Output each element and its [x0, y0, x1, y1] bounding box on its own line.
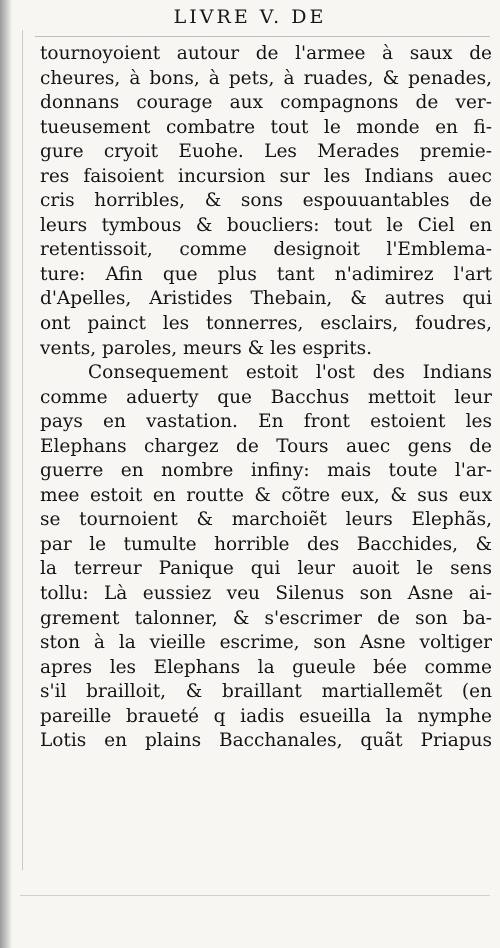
text-line: retentissoit, comme designoit l'Emblema- [40, 239, 492, 261]
text-line: ont painct les tonnerres, esclairs, foudres, [40, 313, 492, 335]
text-line: grement talonner, & s'escrimer de son ba- [40, 607, 492, 629]
text-line: vents, paroles, meurs & les esprits. [40, 337, 373, 359]
text-line: Elephans chargez de Tours auec gens de [40, 435, 492, 457]
text-line: leurs tymbous & boucliers: tout le Ciel en [40, 214, 492, 236]
text-line: pareille braueté q iadis esueilla la nymphe [40, 705, 492, 727]
page-gutter-shadow [0, 0, 12, 948]
text-line: tournoyoient autour de l'armee à saux de [40, 43, 492, 64]
text-line: pays en vastation. En front estoient les [40, 411, 492, 433]
text-line: tueusement combatre tout le monde en fi- [40, 116, 492, 138]
text-line: cris horribles, & sons espouuantables de [40, 190, 492, 212]
header-rule [35, 36, 490, 37]
text-line: ture: Afin que plus tant n'adimirez l'art [40, 263, 492, 285]
text-line: gure cryoit Euohe. Les Merades premie- [40, 141, 492, 163]
text-line: d'Apelles, Aristides Thebain, & autres qui [40, 288, 492, 310]
page-edge-line [22, 30, 23, 870]
text-line: se tournoient & marchoiẽt leurs Elephãs, [40, 509, 492, 531]
text-line: donnans courage aux compagnons de ver- [40, 92, 492, 114]
text-line: res faisoient incursion sur les Indians auec [40, 165, 492, 187]
text-line: comme aduerty que Bacchus mettoit leur [40, 386, 492, 408]
text-line: Consequement estoit l'ost des Indians [88, 362, 492, 384]
page-bottom-edge [20, 895, 490, 896]
text-line: la terreur Panique qui leur auoit le sens [40, 558, 492, 580]
text-line: cheures, à bons, à pets, à ruades, & penades, [40, 67, 492, 89]
running-header: LIVRE V. DE [173, 6, 327, 28]
text-line: s'il brailloit, & braillant martiallemẽt (en [40, 681, 492, 703]
text-line: apres les Elephans la gueule bée comme [40, 656, 492, 678]
text-line: mee estoit en routte & cõtre eux, & sus eux [40, 484, 492, 506]
text-line: guerre en nombre infiny: mais toute l'ar- [40, 460, 492, 482]
body-text [40, 42, 492, 754]
text-line: par le tumulte horrible des Bacchides, & [40, 533, 492, 555]
text-line: tollu: Là eussiez veu Silenus son Asne ai- [40, 583, 492, 605]
text-line: ston à la vieille escrime, son Asne voltiger [40, 632, 492, 654]
text-line: Lotis en plains Bacchanales, quãt Priapus [40, 730, 492, 752]
